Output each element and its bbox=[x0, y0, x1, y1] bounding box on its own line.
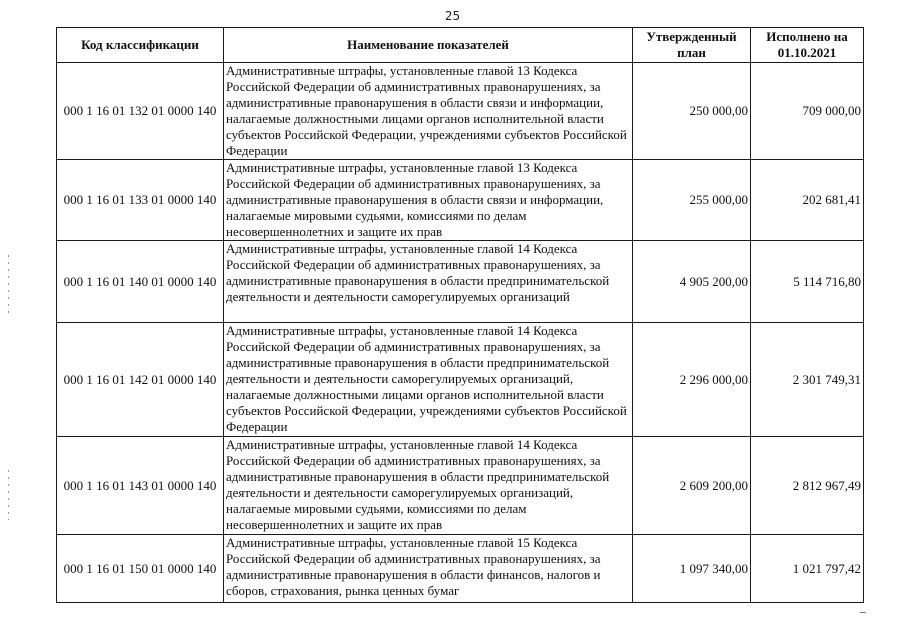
row-plan: 1 097 340,00 bbox=[633, 535, 751, 603]
header-executed: Исполнено на 01.10.2021 bbox=[751, 28, 864, 63]
table-row bbox=[57, 241, 864, 323]
row-name: Административные штрафы, установленные главой 15 Кодекса Российской Федерации об административных правонарушениях, за административные правонарушения в области финансов, налогов и сборов, страхования, рынка ценных бумаг bbox=[224, 535, 633, 603]
row-plan: 250 000,00 bbox=[633, 63, 751, 160]
row-code: 000 1 16 01 142 01 0000 140 bbox=[57, 323, 224, 437]
table-row bbox=[57, 323, 864, 437]
row-name: Административные штрафы, установленные главой 13 Кодекса Российской Федерации об административных правонарушениях, за административные правонарушения в области связи и информации, налагаемые мировыми судьями, комиссиями по делам несовершеннолетних и защите их прав bbox=[224, 160, 633, 241]
table-row bbox=[57, 535, 864, 603]
row-executed: 2 812 967,49 bbox=[751, 437, 864, 535]
classification-table bbox=[56, 27, 864, 603]
table-header-row bbox=[57, 28, 864, 63]
table-row bbox=[57, 160, 864, 241]
page-number: 25 bbox=[444, 9, 461, 23]
margin-scan-mark bbox=[8, 470, 9, 520]
row-executed: 202 681,41 bbox=[751, 160, 864, 241]
row-code: 000 1 16 01 132 01 0000 140 bbox=[57, 63, 224, 160]
header-code: Код классификации bbox=[57, 28, 224, 63]
table-row bbox=[57, 63, 864, 160]
row-name: Административные штрафы, установленные главой 14 Кодекса Российской Федерации об административных правонарушениях, за административные правонарушения в области предпринимательской деятельности и деятельности саморегулируемых организаций bbox=[224, 241, 633, 323]
row-executed: 709 000,00 bbox=[751, 63, 864, 160]
row-name: Административные штрафы, установленные главой 14 Кодекса Российской Федерации об административных правонарушениях, за административные правонарушения в области предпринимательской деятельности и деятельности саморегулируемых организаций, налагаемые мировыми судьями, комиссиями по делам несовершеннолетних и защите их прав bbox=[224, 437, 633, 535]
row-code: 000 1 16 01 133 01 0000 140 bbox=[57, 160, 224, 241]
row-code: 000 1 16 01 143 01 0000 140 bbox=[57, 437, 224, 535]
row-executed: 2 301 749,31 bbox=[751, 323, 864, 437]
table-row bbox=[57, 437, 864, 535]
row-name: Административные штрафы, установленные главой 13 Кодекса Российской Федерации об административных правонарушениях, за административные правонарушения в области связи и информации, налагаемые должностными лицами органов исполнительной власти субъектов Российской Федерации, учреждениями субъектов Российской Федерации bbox=[224, 63, 633, 160]
row-plan: 4 905 200,00 bbox=[633, 241, 751, 323]
margin-scan-mark bbox=[8, 255, 9, 315]
row-executed: 1 021 797,42 bbox=[751, 535, 864, 603]
row-code: 000 1 16 01 140 01 0000 140 bbox=[57, 241, 224, 323]
row-plan: 255 000,00 bbox=[633, 160, 751, 241]
row-code: 000 1 16 01 150 01 0000 140 bbox=[57, 535, 224, 603]
row-plan: 2 609 200,00 bbox=[633, 437, 751, 535]
row-plan: 2 296 000,00 bbox=[633, 323, 751, 437]
scan-mark bbox=[860, 612, 866, 613]
row-name: Административные штрафы, установленные главой 14 Кодекса Российской Федерации об административных правонарушениях, за административные правонарушения в области предпринимательской деятельности и деятельности саморегулируемых организаций, налагаемые должностными лицами органов исполнительной власти субъектов Российской Федерации, учреждениями субъектов Российской Федерации bbox=[224, 323, 633, 437]
header-name: Наименование показателей bbox=[224, 28, 633, 63]
row-executed: 5 114 716,80 bbox=[751, 241, 864, 323]
header-plan: Утвержденный план bbox=[633, 28, 751, 63]
